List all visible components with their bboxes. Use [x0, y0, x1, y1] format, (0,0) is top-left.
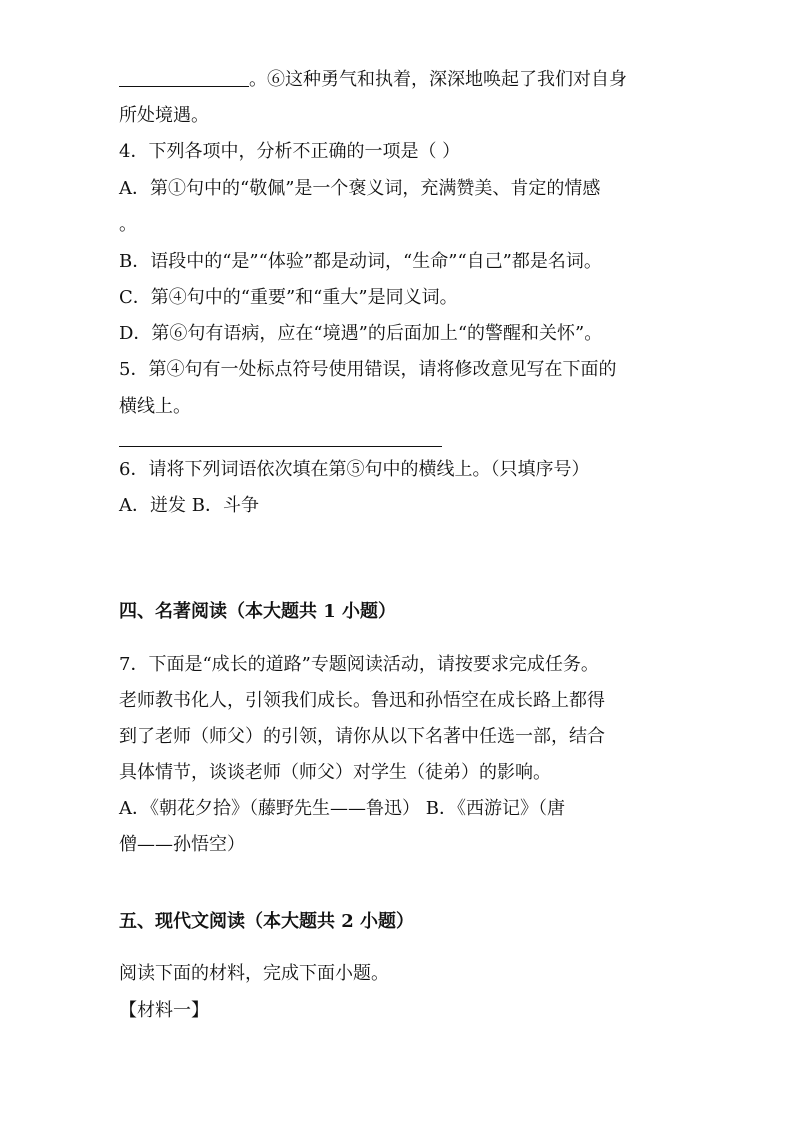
section-4-title: 四、名著阅读（本大题共 1 小题）: [119, 601, 397, 622]
question-5-stem-cont: 横线上。: [119, 396, 191, 417]
passage-line-1: [119, 68, 627, 92]
question-4-option-a-cont: 。: [119, 214, 137, 235]
question-7-text-1: 老师教书化人，引领我们成长。鲁迅和孙悟空在成长路上都得: [119, 690, 605, 711]
section-5-title: 五、现代文阅读（本大题共 2 小题）: [119, 911, 415, 932]
question-4-option-a: A．第①句中的“敬佩”是一个褒义词，充满赞美、肯定的情感: [119, 178, 601, 199]
question-7-text-2: 到了老师（师父）的引领，请你从以下名著中任选一部，结合: [119, 726, 605, 747]
passage-line-2: 所处境遇。: [119, 105, 209, 126]
question-6-options: A．迸发 B．斗争: [119, 495, 259, 516]
question-7-options-cont: 僧——孙悟空）: [119, 834, 245, 855]
question-5-stem: 5．第④句有一处标点符号使用错误，请将修改意见写在下面的: [119, 359, 617, 380]
question-4-option-c: C．第④句中的“重要”和“重大”是同义词。: [119, 287, 458, 308]
question-7-stem: 7．下面是“成长的道路”专题阅读活动，请按要求完成任务。: [119, 654, 599, 675]
question-7-options: A．《朝花夕拾》（藤野先生——鲁迅） B．《西游记》（唐: [119, 798, 565, 819]
question-7-text-3: 具体情节，谈谈老师（师父）对学生（徒弟）的影响。: [119, 762, 551, 783]
question-4-stem: 4．下列各项中，分析不正确的一项是（ ）: [119, 141, 461, 162]
answer-line: [119, 446, 442, 447]
question-6-stem: 6．请将下列词语依次填在第⑤句中的横线上。（只填序号）: [119, 459, 590, 480]
section-5-intro: 阅读下面的材料，完成下面小题。: [119, 963, 389, 984]
passage-text: 。⑥这种勇气和执着，深深地唤起了我们对自身: [249, 69, 627, 90]
question-4-option-b: B．语段中的“是”“体验”都是动词，“生命”“自己”都是名词。: [119, 251, 602, 272]
fill-blank: [119, 68, 249, 87]
question-4-option-d: D．第⑥句有语病，应在“境遇”的后面加上“的警醒和关怀”。: [119, 323, 603, 344]
material-1-label: 【材料一】: [119, 1000, 209, 1021]
